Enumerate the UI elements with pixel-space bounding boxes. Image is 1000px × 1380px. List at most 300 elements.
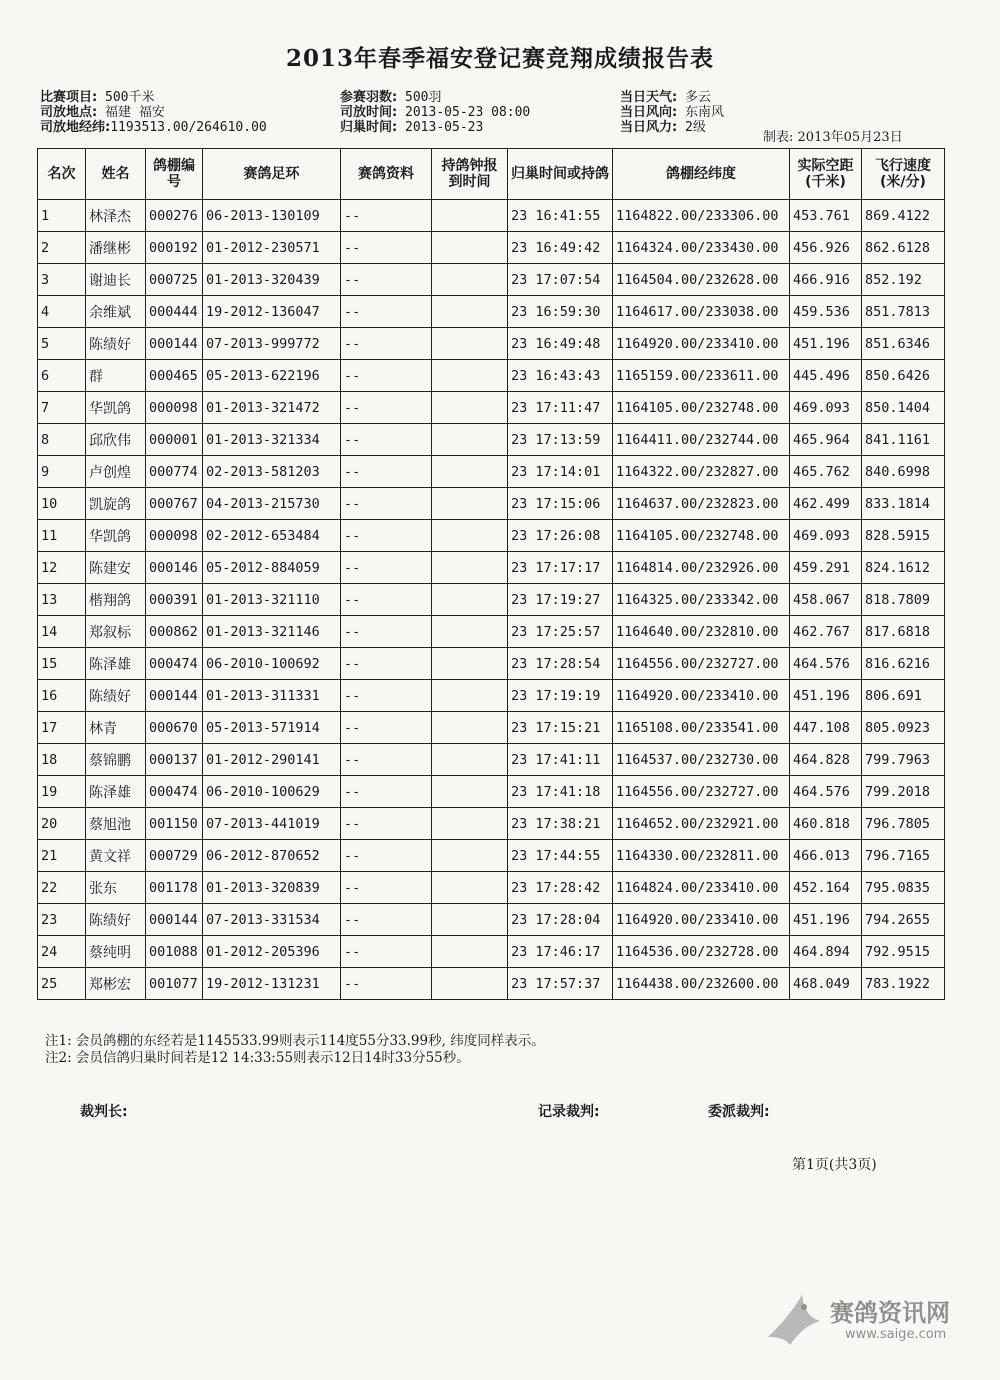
cell-ring: 01-2013-311331 xyxy=(203,680,341,712)
report-title: 2013年春季福安登记赛竞翔成绩报告表 xyxy=(285,45,714,72)
cell-coords: 1164536.00/232728.00 xyxy=(613,936,790,968)
cell-coords: 1164920.00/233410.00 xyxy=(613,680,790,712)
cell-rank: 16 xyxy=(38,680,86,712)
made-date xyxy=(763,126,903,145)
watermark-url: www.saige.com xyxy=(845,1327,947,1342)
table-row xyxy=(38,488,945,520)
table-header-row xyxy=(38,149,945,200)
cell-loft: 000098 xyxy=(146,520,203,552)
cell-info: -- xyxy=(341,552,432,584)
note-2: 注2: 会员信鸽归巢时间若是12 14:33:55则表示12日14时33分55秒。 xyxy=(45,1050,470,1066)
cell-arrival: 23 17:07:54 xyxy=(508,264,613,296)
cell-name: 陈泽雄 xyxy=(86,648,146,680)
cell-clock xyxy=(432,968,508,1000)
cell-clock xyxy=(432,296,508,328)
cell-coords: 1165108.00/233541.00 xyxy=(613,712,790,744)
cell-info: -- xyxy=(341,520,432,552)
cell-distance: 453.761 xyxy=(790,200,862,232)
cell-ring: 01-2013-321472 xyxy=(203,392,341,424)
cell-speed: 818.7809 xyxy=(862,584,945,616)
cell-clock xyxy=(432,392,508,424)
cell-rank: 6 xyxy=(38,360,86,392)
cell-clock xyxy=(432,552,508,584)
col-rank: 名次 xyxy=(38,149,86,200)
cell-name: 郑彬宏 xyxy=(86,968,146,1000)
cell-info: -- xyxy=(341,360,432,392)
cell-speed: 833.1814 xyxy=(862,488,945,520)
cell-loft: 000729 xyxy=(146,840,203,872)
cell-distance: 462.499 xyxy=(790,488,862,520)
cell-speed: 869.4122 xyxy=(862,200,945,232)
cell-ring: 05-2013-622196 xyxy=(203,360,341,392)
cell-loft: 000391 xyxy=(146,584,203,616)
cell-info: -- xyxy=(341,648,432,680)
cell-arrival: 23 17:46:17 xyxy=(508,936,613,968)
cell-name: 张东 xyxy=(86,872,146,904)
cell-ring: 01-2012-290141 xyxy=(203,744,341,776)
cell-loft: 000098 xyxy=(146,392,203,424)
cell-distance: 452.164 xyxy=(790,872,862,904)
cell-arrival: 23 17:14:01 xyxy=(508,456,613,488)
cell-clock xyxy=(432,456,508,488)
cell-clock xyxy=(432,904,508,936)
cell-info: -- xyxy=(341,840,432,872)
cell-speed: 862.6128 xyxy=(862,232,945,264)
cell-info: -- xyxy=(341,936,432,968)
cell-loft: 000444 xyxy=(146,296,203,328)
cell-clock xyxy=(432,840,508,872)
cell-clock xyxy=(432,744,508,776)
cell-name: 凯旋鸽 xyxy=(86,488,146,520)
cell-info: -- xyxy=(341,488,432,520)
cell-rank: 25 xyxy=(38,968,86,1000)
cell-arrival: 23 17:44:55 xyxy=(508,840,613,872)
cell-speed: 794.2655 xyxy=(862,904,945,936)
meta-right xyxy=(620,90,724,135)
weather-value: 多云 xyxy=(685,90,712,105)
cell-clock xyxy=(432,264,508,296)
cell-loft: 000144 xyxy=(146,680,203,712)
cell-ring: 07-2013-331534 xyxy=(203,904,341,936)
cell-arrival: 23 17:41:18 xyxy=(508,776,613,808)
cell-speed: 806.691 xyxy=(862,680,945,712)
cell-arrival: 23 17:15:06 xyxy=(508,488,613,520)
cell-coords: 1164637.00/232823.00 xyxy=(613,488,790,520)
cell-arrival: 23 16:41:55 xyxy=(508,200,613,232)
cell-arrival: 23 16:43:43 xyxy=(508,360,613,392)
col-distance: 实际空距(千米) xyxy=(790,149,862,200)
cell-name: 陈绩好 xyxy=(86,328,146,360)
cell-ring: 06-2013-130109 xyxy=(203,200,341,232)
wind-dir-label: 当日风向: xyxy=(620,105,678,120)
cell-rank: 5 xyxy=(38,328,86,360)
cell-coords: 1164556.00/232727.00 xyxy=(613,648,790,680)
cell-loft: 000465 xyxy=(146,360,203,392)
weather-label: 当日天气: xyxy=(620,90,678,105)
release-label: 司放时间: xyxy=(340,105,398,120)
cell-info: -- xyxy=(341,712,432,744)
cell-clock xyxy=(432,872,508,904)
cell-loft: 000774 xyxy=(146,456,203,488)
cell-clock xyxy=(432,936,508,968)
cell-arrival: 23 17:25:57 xyxy=(508,616,613,648)
cell-coords: 1164537.00/232730.00 xyxy=(613,744,790,776)
cell-arrival: 23 17:57:37 xyxy=(508,968,613,1000)
cell-distance: 469.093 xyxy=(790,392,862,424)
cell-coords: 1164322.00/232827.00 xyxy=(613,456,790,488)
cell-clock xyxy=(432,200,508,232)
wind-force-label: 当日风力: xyxy=(620,120,678,135)
cell-distance: 464.894 xyxy=(790,936,862,968)
cell-rank: 8 xyxy=(38,424,86,456)
cell-ring: 01-2013-320439 xyxy=(203,264,341,296)
cell-speed: 841.1161 xyxy=(862,424,945,456)
cell-name: 蔡纯明 xyxy=(86,936,146,968)
cell-speed: 828.5915 xyxy=(862,520,945,552)
cell-arrival: 23 17:38:21 xyxy=(508,808,613,840)
notes xyxy=(45,1033,545,1067)
cell-ring: 01-2013-321146 xyxy=(203,616,341,648)
cell-distance: 451.196 xyxy=(790,904,862,936)
cell-speed: 851.6346 xyxy=(862,328,945,360)
return-value: 2013-05-23 xyxy=(405,120,484,135)
cell-name: 陈绩好 xyxy=(86,904,146,936)
cell-info: -- xyxy=(341,456,432,488)
cell-arrival: 23 16:49:42 xyxy=(508,232,613,264)
cell-loft: 001077 xyxy=(146,968,203,1000)
cell-loft: 000474 xyxy=(146,648,203,680)
cell-clock xyxy=(432,360,508,392)
table-row xyxy=(38,808,945,840)
cell-distance: 451.196 xyxy=(790,328,862,360)
cell-ring: 07-2013-441019 xyxy=(203,808,341,840)
cell-clock xyxy=(432,808,508,840)
cell-name: 陈建安 xyxy=(86,552,146,584)
cell-distance: 464.576 xyxy=(790,776,862,808)
table-row xyxy=(38,232,945,264)
cell-loft: 000725 xyxy=(146,264,203,296)
cell-arrival: 23 16:49:48 xyxy=(508,328,613,360)
col-info: 赛鸽资料 xyxy=(341,149,432,200)
table-row xyxy=(38,456,945,488)
cell-arrival: 23 17:26:08 xyxy=(508,520,613,552)
table-row xyxy=(38,392,945,424)
table-row xyxy=(38,264,945,296)
cell-loft: 000767 xyxy=(146,488,203,520)
cell-rank: 4 xyxy=(38,296,86,328)
cell-info: -- xyxy=(341,776,432,808)
cell-speed: 850.1404 xyxy=(862,392,945,424)
cell-speed: 816.6216 xyxy=(862,648,945,680)
cell-coords: 1164640.00/232810.00 xyxy=(613,616,790,648)
cell-clock xyxy=(432,616,508,648)
cell-speed: 792.9515 xyxy=(862,936,945,968)
cell-loft: 000670 xyxy=(146,712,203,744)
cell-speed: 840.6998 xyxy=(862,456,945,488)
cell-arrival: 23 17:11:47 xyxy=(508,392,613,424)
col-loft: 鸽棚编号 xyxy=(146,149,203,200)
table-row xyxy=(38,296,945,328)
cell-name: 黄文祥 xyxy=(86,840,146,872)
cell-coords: 1164105.00/232748.00 xyxy=(613,520,790,552)
cell-ring: 02-2012-653484 xyxy=(203,520,341,552)
table-row xyxy=(38,680,945,712)
recorder-label: 记录裁判: xyxy=(538,1104,600,1120)
cell-rank: 11 xyxy=(38,520,86,552)
cell-ring: 01-2013-321334 xyxy=(203,424,341,456)
cell-speed: 824.1612 xyxy=(862,552,945,584)
chief-judge-label: 裁判长: xyxy=(80,1104,128,1120)
col-arrival: 归巢时间或持鸽 xyxy=(508,149,613,200)
place-label: 司放地点: xyxy=(40,105,98,120)
cell-distance: 464.828 xyxy=(790,744,862,776)
cell-name: 陈泽雄 xyxy=(86,776,146,808)
table-row xyxy=(38,584,945,616)
cell-name: 楷翔鸽 xyxy=(86,584,146,616)
col-name: 姓名 xyxy=(86,149,146,200)
cell-distance: 465.964 xyxy=(790,424,862,456)
cell-speed: 795.0835 xyxy=(862,872,945,904)
cell-loft: 000862 xyxy=(146,616,203,648)
coord-value: 1193513.00/264610.00 xyxy=(110,120,267,135)
event-label: 比赛项目: xyxy=(40,90,98,105)
cell-rank: 9 xyxy=(38,456,86,488)
cell-clock xyxy=(432,232,508,264)
cell-distance: 447.108 xyxy=(790,712,862,744)
cell-name: 郑叙标 xyxy=(86,616,146,648)
pigeon-logo-icon xyxy=(760,1285,830,1355)
cell-ring: 05-2012-884059 xyxy=(203,552,341,584)
col-clock: 持鸽钟报到时间 xyxy=(432,149,508,200)
cell-distance: 466.916 xyxy=(790,264,862,296)
cell-info: -- xyxy=(341,328,432,360)
cell-rank: 24 xyxy=(38,936,86,968)
cell-distance: 445.496 xyxy=(790,360,862,392)
made-value: 2013年05月23日 xyxy=(797,130,903,145)
cell-coords: 1164920.00/233410.00 xyxy=(613,904,790,936)
table-row xyxy=(38,520,945,552)
cell-rank: 19 xyxy=(38,776,86,808)
count-value: 500羽 xyxy=(405,90,442,105)
delegate-label: 委派裁判: xyxy=(708,1104,770,1120)
cell-speed: 805.0923 xyxy=(862,712,945,744)
cell-name: 华凯鸽 xyxy=(86,392,146,424)
cell-info: -- xyxy=(341,392,432,424)
cell-arrival: 23 17:28:42 xyxy=(508,872,613,904)
table-row xyxy=(38,360,945,392)
cell-coords: 1164438.00/232600.00 xyxy=(613,968,790,1000)
watermark-text: 赛鸽资讯网 xyxy=(830,1299,950,1327)
cell-info: -- xyxy=(341,584,432,616)
table-row xyxy=(38,744,945,776)
cell-info: -- xyxy=(341,808,432,840)
cell-ring: 01-2012-205396 xyxy=(203,936,341,968)
cell-loft: 000144 xyxy=(146,328,203,360)
cell-arrival: 23 17:28:04 xyxy=(508,904,613,936)
cell-name: 陈绩好 xyxy=(86,680,146,712)
return-label: 归巢时间: xyxy=(340,120,398,135)
table-row xyxy=(38,904,945,936)
wind-dir-value: 东南风 xyxy=(685,105,725,120)
cell-rank: 23 xyxy=(38,904,86,936)
table-row xyxy=(38,552,945,584)
table-row xyxy=(38,936,945,968)
cell-ring: 05-2013-571914 xyxy=(203,712,341,744)
cell-coords: 1164325.00/233342.00 xyxy=(613,584,790,616)
cell-distance: 460.818 xyxy=(790,808,862,840)
cell-rank: 17 xyxy=(38,712,86,744)
cell-info: -- xyxy=(341,872,432,904)
table-row xyxy=(38,968,945,1000)
cell-coords: 1164822.00/233306.00 xyxy=(613,200,790,232)
table-row xyxy=(38,200,945,232)
cell-rank: 12 xyxy=(38,552,86,584)
cell-coords: 1164330.00/232811.00 xyxy=(613,840,790,872)
cell-rank: 13 xyxy=(38,584,86,616)
cell-info: -- xyxy=(341,200,432,232)
wind-force-value: 2级 xyxy=(685,120,706,135)
cell-info: -- xyxy=(341,424,432,456)
cell-clock xyxy=(432,584,508,616)
cell-speed: 851.7813 xyxy=(862,296,945,328)
results-table xyxy=(37,148,945,1000)
col-ring: 赛鸽足环 xyxy=(203,149,341,200)
cell-loft: 000192 xyxy=(146,232,203,264)
cell-info: -- xyxy=(341,904,432,936)
cell-name: 群 xyxy=(86,360,146,392)
cell-arrival: 23 17:28:54 xyxy=(508,648,613,680)
cell-coords: 1164556.00/232727.00 xyxy=(613,776,790,808)
table-row xyxy=(38,840,945,872)
cell-name: 华凯鸽 xyxy=(86,520,146,552)
cell-arrival: 23 17:41:11 xyxy=(508,744,613,776)
cell-rank: 21 xyxy=(38,840,86,872)
cell-speed: 817.6818 xyxy=(862,616,945,648)
cell-coords: 1164814.00/232926.00 xyxy=(613,552,790,584)
cell-loft: 001178 xyxy=(146,872,203,904)
cell-name: 卢创煌 xyxy=(86,456,146,488)
table-row xyxy=(38,424,945,456)
coord-label: 司放地经纬: xyxy=(40,120,111,135)
cell-distance: 459.291 xyxy=(790,552,862,584)
cell-distance: 465.762 xyxy=(790,456,862,488)
cell-ring: 02-2013-581203 xyxy=(203,456,341,488)
cell-clock xyxy=(432,328,508,360)
cell-distance: 459.536 xyxy=(790,296,862,328)
cell-ring: 19-2012-131231 xyxy=(203,968,341,1000)
count-label: 参赛羽数: xyxy=(340,90,398,105)
cell-clock xyxy=(432,424,508,456)
cell-info: -- xyxy=(341,968,432,1000)
cell-name: 蔡锦鹏 xyxy=(86,744,146,776)
table-row xyxy=(38,648,945,680)
cell-info: -- xyxy=(341,744,432,776)
cell-info: -- xyxy=(341,680,432,712)
cell-coords: 1164617.00/233038.00 xyxy=(613,296,790,328)
cell-loft: 000144 xyxy=(146,904,203,936)
page-number: 第1页(共3页) xyxy=(792,1157,877,1173)
cell-ring: 19-2012-136047 xyxy=(203,296,341,328)
cell-clock xyxy=(432,488,508,520)
cell-distance: 464.576 xyxy=(790,648,862,680)
cell-distance: 456.926 xyxy=(790,232,862,264)
cell-coords: 1164652.00/232921.00 xyxy=(613,808,790,840)
event-value: 500千米 xyxy=(105,90,155,105)
col-speed: 飞行速度(米/分) xyxy=(862,149,945,200)
table-row xyxy=(38,872,945,904)
cell-name: 谢迪长 xyxy=(86,264,146,296)
cell-speed: 799.7963 xyxy=(862,744,945,776)
cell-rank: 10 xyxy=(38,488,86,520)
cell-distance: 462.767 xyxy=(790,616,862,648)
cell-clock xyxy=(432,648,508,680)
cell-speed: 850.6426 xyxy=(862,360,945,392)
col-coords: 鸽棚经纬度 xyxy=(613,149,790,200)
place-value: 福建 福安 xyxy=(105,105,165,120)
cell-rank: 1 xyxy=(38,200,86,232)
cell-name: 蔡旭池 xyxy=(86,808,146,840)
cell-coords: 1164920.00/233410.00 xyxy=(613,328,790,360)
cell-rank: 22 xyxy=(38,872,86,904)
cell-loft: 000276 xyxy=(146,200,203,232)
cell-rank: 2 xyxy=(38,232,86,264)
cell-rank: 20 xyxy=(38,808,86,840)
cell-name: 余维斌 xyxy=(86,296,146,328)
cell-coords: 1164411.00/232744.00 xyxy=(613,424,790,456)
cell-name: 林青 xyxy=(86,712,146,744)
cell-arrival: 23 16:59:30 xyxy=(508,296,613,328)
cell-clock xyxy=(432,680,508,712)
cell-ring: 04-2013-215730 xyxy=(203,488,341,520)
table-row xyxy=(38,616,945,648)
cell-rank: 14 xyxy=(38,616,86,648)
cell-speed: 799.2018 xyxy=(862,776,945,808)
cell-loft: 001150 xyxy=(146,808,203,840)
cell-name: 林泽杰 xyxy=(86,200,146,232)
table-row xyxy=(38,328,945,360)
made-label: 制表: xyxy=(763,130,794,145)
cell-info: -- xyxy=(341,232,432,264)
cell-rank: 18 xyxy=(38,744,86,776)
cell-rank: 7 xyxy=(38,392,86,424)
cell-distance: 466.013 xyxy=(790,840,862,872)
cell-name: 潘继彬 xyxy=(86,232,146,264)
cell-loft: 000146 xyxy=(146,552,203,584)
cell-name: 邱欣伟 xyxy=(86,424,146,456)
cell-info: -- xyxy=(341,616,432,648)
release-value: 2013-05-23 08:00 xyxy=(405,105,531,120)
cell-arrival: 23 17:13:59 xyxy=(508,424,613,456)
table-row xyxy=(38,712,945,744)
cell-coords: 1164824.00/233410.00 xyxy=(613,872,790,904)
cell-arrival: 23 17:19:27 xyxy=(508,584,613,616)
meta-left xyxy=(40,90,267,135)
cell-loft: 000137 xyxy=(146,744,203,776)
cell-speed: 783.1922 xyxy=(862,968,945,1000)
cell-rank: 15 xyxy=(38,648,86,680)
table-row xyxy=(38,776,945,808)
cell-distance: 469.093 xyxy=(790,520,862,552)
cell-arrival: 23 17:17:17 xyxy=(508,552,613,584)
cell-coords: 1164504.00/232628.00 xyxy=(613,264,790,296)
cell-info: -- xyxy=(341,296,432,328)
cell-ring: 07-2013-999772 xyxy=(203,328,341,360)
watermark xyxy=(760,1285,970,1365)
cell-ring: 06-2010-100692 xyxy=(203,648,341,680)
cell-clock xyxy=(432,520,508,552)
cell-info: -- xyxy=(341,264,432,296)
cell-clock xyxy=(432,776,508,808)
